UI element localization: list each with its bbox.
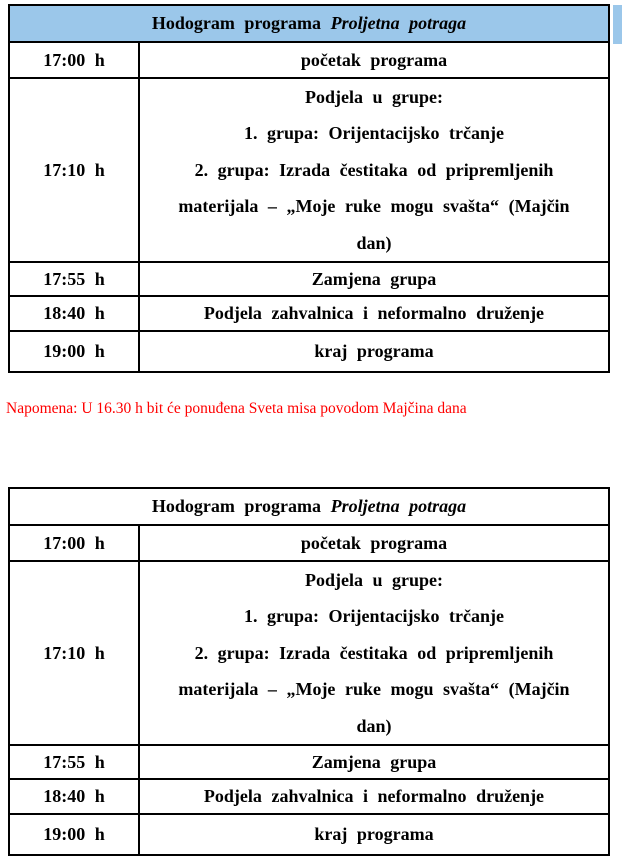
table-title-program-name: Proljetna potraga	[330, 496, 467, 516]
table-title	[9, 488, 609, 525]
activity-line: 1. grupa: Orijentacijsko trčanje	[243, 123, 505, 144]
table-title	[9, 5, 609, 42]
activity-line: Podjela u grupe:	[304, 570, 444, 590]
table-title-text: Hodogram programa	[151, 13, 322, 33]
activity-cell: Podjela zahvalnica i neformalno druženje	[139, 779, 609, 814]
time-cell: 17:10 h	[9, 561, 139, 745]
header-shading-overflow	[613, 5, 622, 44]
time-cell: 19:00 h	[9, 814, 139, 855]
activity-cell: Zamjena grupa	[139, 745, 609, 779]
activity-line: 2. grupa: Izrada čestitaka od pripremljenih	[194, 159, 554, 180]
table-title-text: Hodogram programa	[151, 496, 322, 516]
time-cell: 18:40 h	[9, 779, 139, 814]
time-cell: 17:00 h	[9, 525, 139, 561]
activity-line: dan)	[356, 715, 392, 736]
activity-cell: Podjela zahvalnica i neformalno druženje	[139, 296, 609, 331]
time-cell: 17:10 h	[9, 78, 139, 262]
activity-line: materijala – „Moje ruke mogu svašta“ (Majčin	[178, 196, 570, 217]
note-text: Napomena: U 16.30 h bit će ponuđena Sveta misa povodom Majčina dana	[6, 400, 467, 417]
activity-line: dan)	[356, 232, 392, 253]
activity-cell: početak programa	[139, 42, 609, 78]
activity-cell: kraj programa	[139, 331, 609, 372]
table-title-program-name: Proljetna potraga	[330, 13, 467, 33]
activity-cell	[139, 78, 609, 262]
activity-cell: početak programa	[139, 525, 609, 561]
schedule-table-top	[8, 4, 610, 373]
time-cell: 17:55 h	[9, 745, 139, 779]
activity-cell: kraj programa	[139, 814, 609, 855]
activity-line: 2. grupa: Izrada čestitaka od pripremljenih	[194, 642, 554, 663]
schedule-table-bottom	[8, 487, 610, 856]
activity-cell	[139, 561, 609, 745]
activity-line: Podjela u grupe:	[304, 87, 444, 107]
time-cell: 19:00 h	[9, 331, 139, 372]
activity-line: materijala – „Moje ruke mogu svašta“ (Majčin	[178, 679, 570, 700]
time-cell: 17:00 h	[9, 42, 139, 78]
activity-line: 1. grupa: Orijentacijsko trčanje	[243, 606, 505, 627]
time-cell: 18:40 h	[9, 296, 139, 331]
time-cell: 17:55 h	[9, 262, 139, 296]
activity-cell: Zamjena grupa	[139, 262, 609, 296]
